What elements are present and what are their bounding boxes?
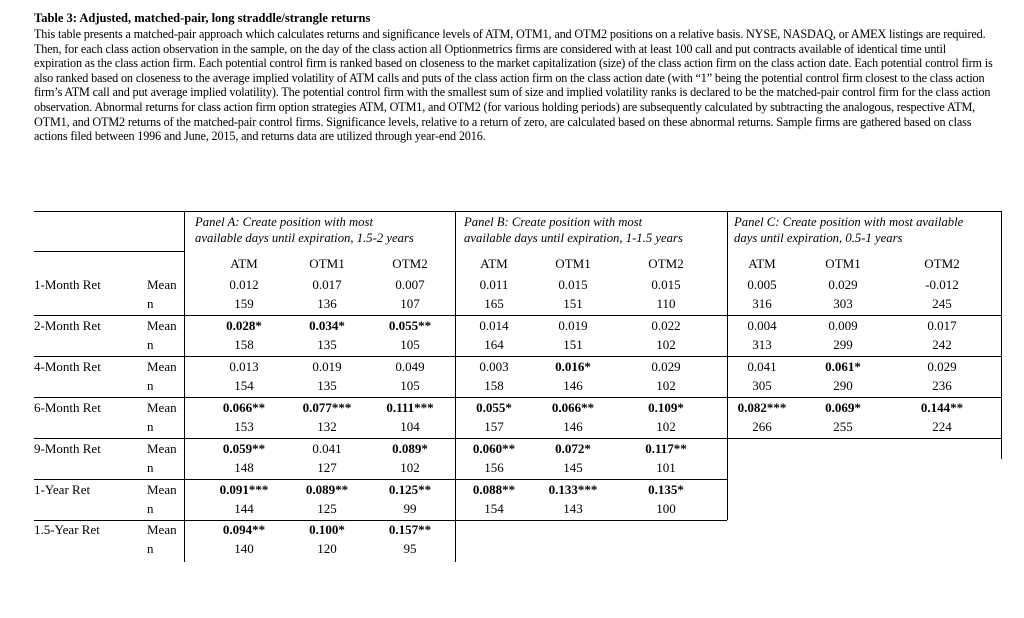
n-cell: 305 — [752, 377, 772, 393]
mean-cell: 0.066** — [222, 399, 266, 415]
stat-label: Mean — [147, 440, 177, 456]
mean-cell: 0.007 — [395, 277, 425, 292]
stat-label: Mean — [147, 277, 177, 292]
mean-cell: 0.022 — [651, 317, 681, 333]
panel-c-right-divider — [1001, 211, 1002, 459]
mean-cell: 0.100* — [309, 522, 345, 538]
stat-label: n — [147, 459, 154, 475]
mean-cell: 0.055** — [388, 317, 432, 333]
stat-label: n — [147, 296, 154, 311]
mean-cell: 0.017 — [927, 317, 957, 333]
n-cell: 143 — [563, 500, 583, 516]
panel-header-line1: Panel B: Create position with most — [464, 215, 643, 229]
panel-b-left-divider — [455, 211, 456, 562]
n-cell: 105 — [400, 336, 420, 352]
n-cell: 266 — [752, 418, 772, 434]
n-cell: 140 — [234, 541, 254, 557]
stat-label: Mean — [147, 522, 177, 538]
n-cell: 102 — [656, 418, 676, 434]
row-label: 6-Month Ret — [34, 399, 101, 415]
panel-header-line2: days until expiration, 0.5-1 years — [734, 231, 903, 245]
row-label: 1.5-Year Ret — [34, 522, 100, 538]
mean-cell: 0.055* — [476, 399, 512, 415]
stat-label: Mean — [147, 358, 177, 374]
table-description: This table presents a matched-pair approach which calculates returns and significance levels of ATM, OTM1, and OTM2 positions on a relative basis. NYSE, NASDAQ, or AMEX listings are required. Then, for each class action observation in the sample, on the day of the class action all Optionmetrics firms are considered with at least 100 call and put contracts available of identical time until expiration as the class action firm. Each potential control firm is ranked based on closeness to the market capitalization (size) of the class action firm on the class action date. Each potential control firm is also ranked based on closeness to the average implied volatility of ATM calls and puts of the class action firm on the class action date (with “1” being the potential control firm closest to the class action firm’s ATM call and put average implied volatility). The potential control firm with the smallest sum of size and implied volatility ranks is declared to be the matched-pair control firm for the class action observation. Abnormal returns for class action firm option strategies ATM, OTM1, and OTM2 (for various holding periods) are subsequently calculated by subtracting the analogous, respective ATM, OTM1, and OTM2 returns of the matched-pair control firms. Significance levels, relative to a return of zero, are calculated based on these abnormal returns. Sample firms are gathered based on class actions filed between 1996 and June, 2015, and returns data are utilized through year-end 2016. — [34, 27, 993, 144]
mean-cell: 0.017 — [312, 277, 342, 292]
n-cell: 99 — [403, 500, 417, 516]
mean-cell: 0.109* — [648, 399, 684, 415]
n-cell: 102 — [400, 459, 420, 475]
stat-label: Mean — [147, 317, 177, 333]
n-cell: 290 — [833, 377, 853, 393]
column-header: OTM2 — [392, 256, 428, 271]
row-label: 2-Month Ret — [34, 317, 101, 333]
table-top-rule — [34, 211, 1002, 212]
mean-cell: 0.041 — [312, 440, 342, 456]
panel-header-line1: Panel C: Create position with most available — [734, 215, 964, 229]
column-header: OTM2 — [648, 256, 684, 271]
mean-cell: -0.012 — [925, 277, 959, 292]
panel-header-line1: Panel A: Create position with most — [195, 215, 373, 229]
mean-cell: 0.029 — [927, 358, 957, 374]
n-cell: 95 — [403, 541, 417, 557]
n-cell: 105 — [400, 377, 420, 393]
mean-cell: 0.061* — [825, 358, 861, 374]
n-cell: 146 — [563, 377, 583, 393]
n-cell: 159 — [234, 296, 254, 311]
n-cell: 153 — [234, 418, 254, 434]
n-cell: 107 — [400, 296, 420, 311]
mean-cell: 0.125** — [388, 481, 432, 497]
mean-cell: 0.041 — [747, 358, 777, 374]
row-rule — [185, 315, 1002, 316]
row-label: 1-Month Ret — [34, 277, 101, 292]
n-cell: 299 — [833, 336, 853, 352]
mean-cell: 0.089* — [392, 440, 428, 456]
column-header: ATM — [748, 256, 776, 271]
mean-cell: 0.009 — [828, 317, 858, 333]
mean-cell: 0.088** — [472, 481, 516, 497]
mean-cell: 0.135* — [648, 481, 684, 497]
n-cell: 101 — [656, 459, 676, 475]
panel-header-line2: available days until expiration, 1-1.5 years — [464, 231, 683, 245]
n-cell: 125 — [317, 500, 337, 516]
n-cell: 102 — [656, 377, 676, 393]
n-cell: 146 — [563, 418, 583, 434]
mean-cell: 0.059** — [222, 440, 266, 456]
row-rule — [34, 356, 184, 357]
mean-cell: 0.019 — [312, 358, 342, 374]
row-label: 1-Year Ret — [34, 481, 91, 497]
mean-cell: 0.015 — [558, 277, 588, 292]
n-cell: 120 — [317, 541, 337, 557]
n-cell: 154 — [484, 500, 504, 516]
mean-cell: 0.082*** — [737, 399, 787, 415]
n-cell: 100 — [656, 500, 676, 516]
mean-cell: 0.066** — [551, 399, 595, 415]
n-cell: 158 — [484, 377, 504, 393]
mean-cell: 0.060** — [472, 440, 516, 456]
mean-cell: 0.094** — [222, 522, 266, 538]
stat-label: Mean — [147, 481, 177, 497]
row-rule — [185, 438, 1002, 439]
column-header: OTM2 — [924, 256, 960, 271]
n-cell: 165 — [484, 296, 504, 311]
stat-label: n — [147, 336, 154, 352]
mean-cell: 0.013 — [229, 358, 259, 374]
n-cell: 316 — [752, 296, 772, 311]
n-cell: 135 — [317, 377, 337, 393]
n-cell: 135 — [317, 336, 337, 352]
column-header: OTM1 — [309, 256, 345, 271]
panel-a-left-divider — [184, 211, 185, 562]
row-rule — [34, 520, 184, 521]
mean-cell: 0.089** — [305, 481, 349, 497]
mean-cell: 0.117** — [645, 440, 687, 456]
row-rule — [34, 479, 184, 480]
n-cell: 136 — [317, 296, 337, 311]
panel-header-line2: available days until expiration, 1.5-2 years — [195, 231, 414, 245]
column-header: ATM — [480, 256, 508, 271]
row-label: 9-Month Ret — [34, 440, 101, 456]
mean-cell: 0.091*** — [219, 481, 269, 497]
n-cell: 151 — [563, 296, 583, 311]
n-cell: 110 — [656, 296, 676, 311]
mean-cell: 0.003 — [479, 358, 509, 374]
column-header: ATM — [230, 256, 258, 271]
mean-cell: 0.016* — [555, 358, 591, 374]
stat-label: n — [147, 377, 154, 393]
mean-cell: 0.157** — [388, 522, 432, 538]
n-cell: 164 — [484, 336, 504, 352]
mean-cell: 0.072* — [555, 440, 591, 456]
row-rule — [185, 356, 1002, 357]
row-label: 4-Month Ret — [34, 358, 101, 374]
stat-label: n — [147, 418, 154, 434]
n-cell: 102 — [656, 336, 676, 352]
mean-cell: 0.029 — [828, 277, 858, 292]
n-cell: 154 — [234, 377, 254, 393]
n-cell: 151 — [563, 336, 583, 352]
n-cell: 158 — [234, 336, 254, 352]
row-rule — [34, 438, 184, 439]
n-cell: 144 — [234, 500, 254, 516]
stat-label: Mean — [147, 399, 177, 415]
stat-label: n — [147, 541, 154, 557]
n-cell: 127 — [317, 459, 337, 475]
mean-cell: 0.011 — [479, 277, 509, 292]
n-cell: 255 — [833, 418, 853, 434]
n-cell: 145 — [563, 459, 583, 475]
n-cell: 303 — [833, 296, 853, 311]
n-cell: 132 — [317, 418, 337, 434]
n-cell: 242 — [932, 336, 952, 352]
row-rule — [185, 397, 1002, 398]
mean-cell: 0.005 — [747, 277, 777, 292]
mean-cell: 0.077*** — [302, 399, 352, 415]
column-header: OTM1 — [825, 256, 861, 271]
row-rule — [34, 397, 184, 398]
table-title: Table 3: Adjusted, matched-pair, long straddle/strangle returns — [34, 11, 371, 25]
mean-cell: 0.133*** — [548, 481, 598, 497]
n-cell: 148 — [234, 459, 254, 475]
n-cell: 313 — [752, 336, 772, 352]
n-cell: 157 — [484, 418, 504, 434]
stat-label: n — [147, 500, 154, 516]
n-cell: 156 — [484, 459, 504, 475]
mean-cell: 0.019 — [558, 317, 588, 333]
mean-cell: 0.004 — [747, 317, 777, 333]
header-rule — [34, 251, 184, 252]
mean-cell: 0.069* — [825, 399, 861, 415]
n-cell: 104 — [400, 418, 420, 434]
mean-cell: 0.012 — [229, 277, 259, 292]
row-rule — [185, 479, 727, 480]
mean-cell: 0.144** — [920, 399, 964, 415]
panel-c-left-divider — [727, 211, 728, 520]
row-rule — [34, 315, 184, 316]
n-cell: 236 — [932, 377, 952, 393]
mean-cell: 0.014 — [479, 317, 509, 333]
column-header: OTM1 — [555, 256, 591, 271]
row-rule — [185, 520, 727, 521]
mean-cell: 0.049 — [395, 358, 425, 374]
mean-cell: 0.111*** — [386, 399, 434, 415]
n-cell: 245 — [932, 296, 952, 311]
n-cell: 224 — [932, 418, 952, 434]
mean-cell: 0.028* — [226, 317, 262, 333]
mean-cell: 0.029 — [651, 358, 681, 374]
mean-cell: 0.015 — [651, 277, 681, 292]
mean-cell: 0.034* — [309, 317, 345, 333]
